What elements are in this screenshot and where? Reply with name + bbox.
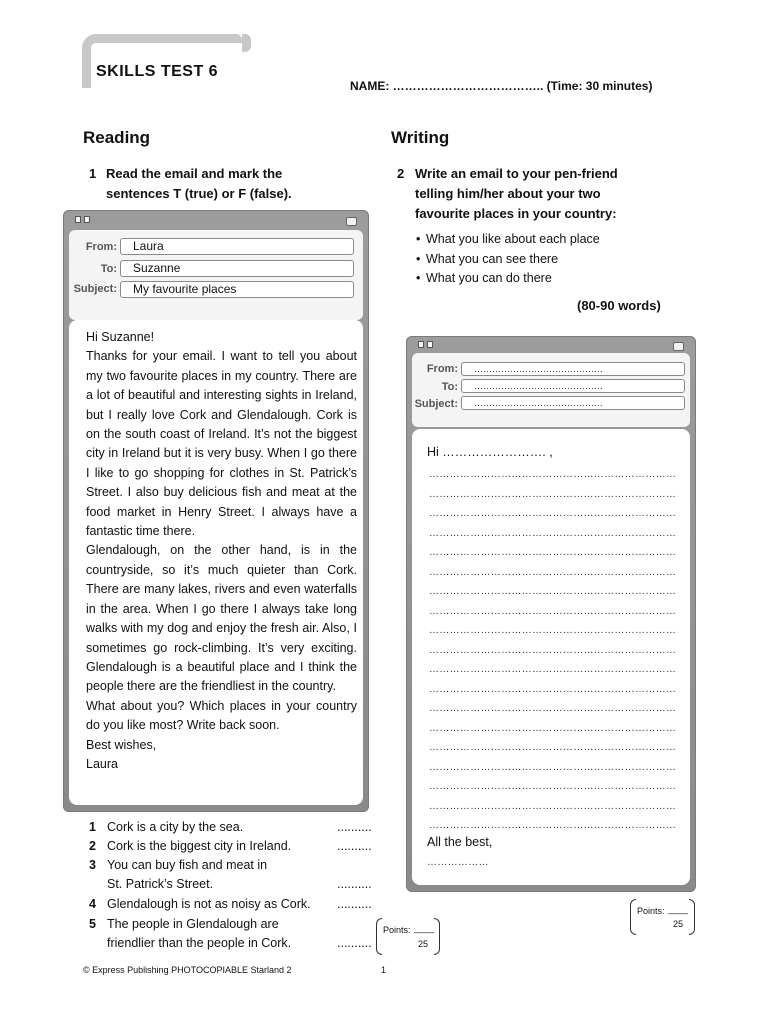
writing-task-number: 2: [397, 166, 405, 181]
statement-2: [89, 837, 374, 857]
name-time-line: NAME: ……………………………….. (Time: 30 minutes): [350, 79, 653, 93]
writing-line[interactable]: ………………………………………………………………: [429, 469, 677, 480]
writing-signoff: All the best,: [427, 835, 493, 849]
writing-line[interactable]: ………………………………………………………………: [429, 566, 677, 578]
writing-line[interactable]: ………………………………………………………………: [429, 586, 677, 597]
statement-number: 5: [89, 917, 96, 931]
reading-heading: Reading: [83, 128, 151, 147]
writing-line[interactable]: ………………………………………………………………: [429, 508, 677, 519]
bullet-item: • What you can see there: [416, 250, 676, 270]
reading-task-line1: Read the email and mark the: [106, 166, 283, 181]
statement-1: [89, 818, 374, 838]
reading-task-number: 1: [89, 166, 97, 181]
writing-task-line3: favourite places in your country:: [415, 206, 617, 221]
statement-text-line2: friendlier than the people in Cork.: [107, 936, 292, 951]
reading-task-line2: sentences T (true) or F (false).: [106, 186, 292, 201]
statement-3: [89, 856, 374, 896]
letter-signoff: Best wishes,: [86, 737, 157, 752]
points-blank[interactable]: ____: [668, 904, 689, 914]
subject-input[interactable]: …………………………………….: [461, 396, 685, 410]
writing-line[interactable]: ………………………………………………………………: [429, 625, 677, 636]
answer-blank[interactable]: ..........: [337, 897, 372, 911]
statement-number: 3: [89, 858, 96, 872]
writing-task-line2: telling him/her about your two: [415, 186, 601, 201]
writing-line[interactable]: ………………………………………………………………: [429, 605, 677, 617]
window-maximize-icon: [346, 217, 357, 226]
statement-text: Glendalough is not as noisy as Cork.: [107, 897, 311, 911]
writing-line[interactable]: ………………………………………………………………: [429, 644, 677, 656]
points-label: Points:: [637, 906, 665, 916]
window-dots-icon: [418, 341, 433, 348]
writing-line[interactable]: ………………………………………………………………: [429, 664, 677, 675]
email-body: [69, 320, 363, 805]
from-field: Laura: [120, 238, 354, 255]
answer-blank[interactable]: ..........: [337, 839, 372, 853]
to-field: Suzanne: [120, 260, 354, 277]
subject-field: My favourite places: [120, 281, 354, 298]
points-blank[interactable]: ____: [414, 923, 435, 933]
statement-text-line2: St. Patrick’s Street.: [107, 877, 214, 892]
from-label: From:: [426, 363, 458, 375]
answer-blank[interactable]: ..........: [337, 877, 372, 892]
footer-copyright: © Express Publishing PHOTOCOPIABLE Starland 2: [83, 965, 292, 975]
writing-line[interactable]: ………………………………………………………………: [429, 761, 677, 773]
writing-heading: Writing: [391, 128, 450, 147]
to-label: To:: [441, 381, 458, 393]
writing-points-box: [630, 899, 695, 935]
email-body: [412, 429, 690, 885]
writing-email-window: [406, 336, 696, 892]
writing-line[interactable]: ………………………………………………………………: [429, 820, 677, 831]
statement-number: 4: [89, 897, 96, 911]
writing-signature-line[interactable]: ………………: [427, 857, 489, 868]
footer-page-number: 1: [381, 965, 387, 975]
statement-number: 2: [89, 839, 96, 853]
email-header: [412, 353, 690, 427]
writing-line[interactable]: ………………………………………………………………: [429, 703, 677, 714]
reading-email-window: [63, 210, 369, 812]
points-bracket-left: [630, 899, 636, 935]
letter-paragraph-2: Glendalough, on the other hand, is in the countryside, so it’s much quieter than Cork. There are many lakes, rivers and even waterfalls in the area. When I go there I always take long walks with my dog and enjoy the fresh air. Also, I sometimes go rock-climbing. It’s very exciting. Glendalough is a beautiful place and I think the people there are the friendliest in the country.: [86, 543, 357, 694]
statement-5: [89, 915, 374, 955]
statement-4: [89, 895, 374, 915]
from-input[interactable]: …………………………………….: [461, 362, 685, 376]
statement-text: Cork is the biggest city in Ireland.: [107, 839, 292, 853]
points-total: 25: [418, 939, 429, 949]
window-maximize-icon: [673, 342, 684, 351]
email-letter: [86, 328, 357, 774]
statement-text: Cork is a city by the sea.: [107, 820, 244, 834]
letter-paragraph-1: Thanks for your email. I want to tell you about my two favourite places in my country. There are a lot of beautiful and interesting sights in Ireland, but I really love Cork and Glendalough. Cork is on the south coast of Ireland. It’s not the biggest city in Ireland but it is very busy. When I go there I like to go shopping for clothes in St. Patrick’s Street. I also buy delicious fish and meat at the food market in Henry Street. I always have a fantastic time there.: [86, 349, 357, 539]
from-label: From:: [85, 241, 117, 253]
statement-text: The people in Glendalough are: [107, 917, 279, 931]
writing-line[interactable]: ………………………………………………………………: [429, 742, 677, 753]
to-label: To:: [100, 263, 117, 275]
writing-line[interactable]: ………………………………………………………………: [429, 488, 677, 500]
window-dots-icon: [75, 216, 90, 223]
writing-greeting[interactable]: Hi ……………………. ,: [427, 445, 553, 459]
letter-greeting: Hi Suzanne!: [86, 330, 155, 344]
answer-blank[interactable]: ..........: [337, 820, 372, 834]
statement-text: You can buy fish and meat in: [107, 858, 268, 872]
bullet-item: • What you like about each place: [416, 230, 676, 250]
points-bracket-left: [376, 918, 382, 955]
subject-label: Subject:: [414, 398, 458, 410]
points-label: Points:: [383, 925, 411, 935]
subject-label: Subject:: [73, 283, 117, 295]
statement-number: 1: [89, 820, 96, 834]
points-bracket-right: [689, 899, 695, 935]
writing-line[interactable]: ………………………………………………………………: [429, 683, 677, 695]
word-count: (80-90 words): [577, 298, 661, 313]
letter-signature: Laura: [86, 756, 118, 771]
writing-line[interactable]: ………………………………………………………………: [429, 800, 677, 812]
writing-line[interactable]: ………………………………………………………………: [429, 527, 677, 539]
writing-line[interactable]: ………………………………………………………………: [429, 547, 677, 558]
reading-task: [89, 164, 349, 206]
bullet-item: • What you can do there: [416, 269, 676, 289]
to-input[interactable]: …………………………………….: [461, 379, 685, 393]
writing-line[interactable]: ………………………………………………………………: [429, 722, 677, 734]
writing-task: [397, 164, 677, 226]
answer-blank[interactable]: ..........: [337, 936, 372, 951]
writing-bullet-list: [416, 230, 676, 289]
writing-line[interactable]: ………………………………………………………………: [429, 781, 677, 792]
page-title: SKILLS TEST 6: [96, 63, 219, 80]
reading-points-box: [376, 918, 440, 955]
points-total: 25: [673, 919, 684, 929]
email-header: [69, 230, 363, 320]
points-bracket-right: [434, 918, 440, 955]
letter-paragraph-3: What about you? Which places in your country do you like most? Write back soon.: [86, 698, 357, 733]
writing-task-line1: Write an email to your pen-friend: [415, 166, 618, 181]
